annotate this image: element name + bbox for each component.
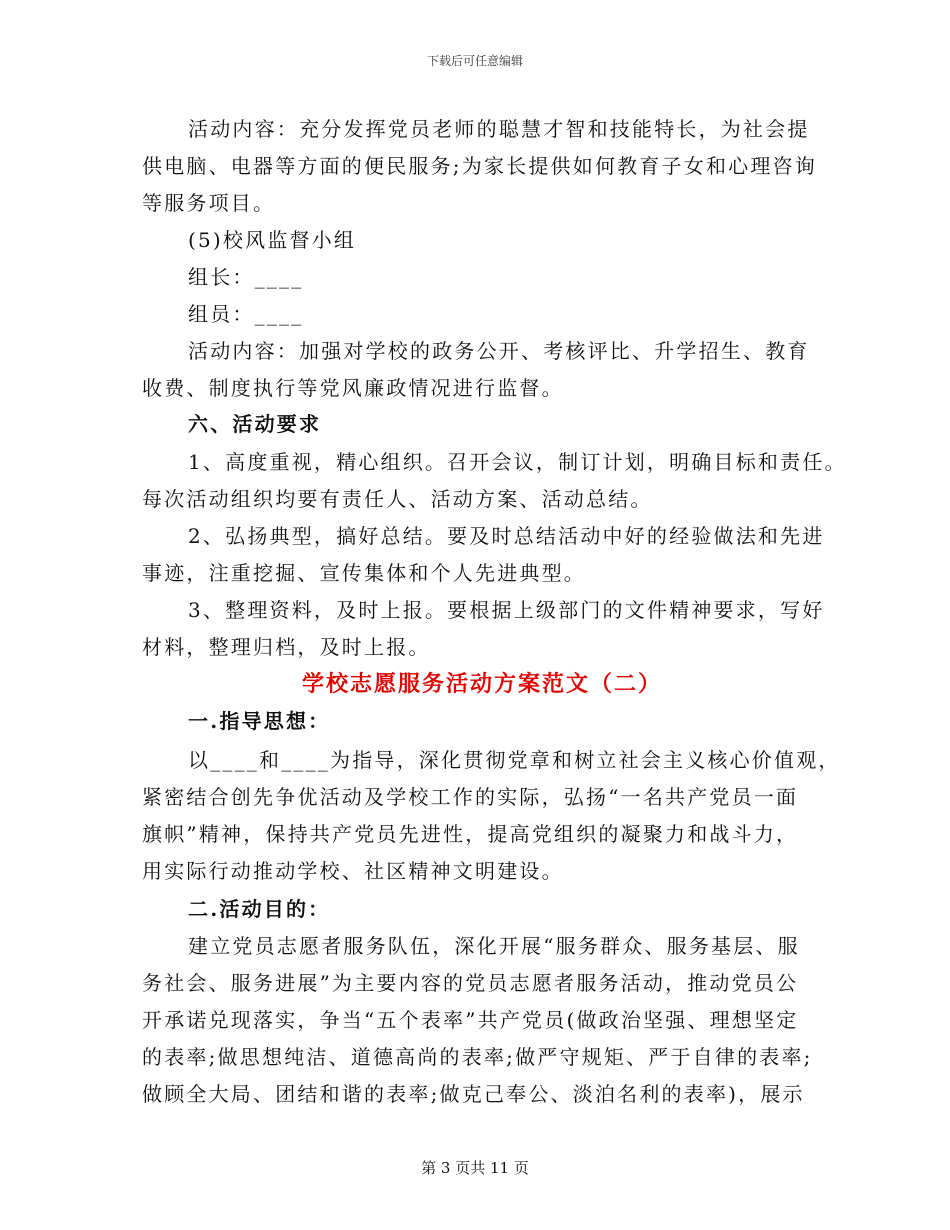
paragraph-line: 的表率;做思想纯洁、道德高尚的表率;做严守规矩、严于自律的表率;: [142, 1045, 813, 1069]
paragraph-line: 建立党员志愿者服务队伍，深化开展“服务群众、服务基层、服: [188, 934, 800, 958]
paragraph-line: 1、高度重视，精心组织。召开会议，制订计划，明确目标和责任。: [188, 450, 847, 474]
paragraph-line: 收费、制度执行等党风廉政情况进行监督。: [142, 376, 564, 400]
paragraph-line: 组长：____: [188, 265, 304, 289]
page-footer: 第 3 页共 11 页: [421, 1159, 529, 1177]
paragraph-line: 做顾全大局、团结和谐的表率;做克己奉公、淡泊名利的表率)，展示: [142, 1082, 805, 1106]
paragraph-line: 3、整理资料，及时上报。要根据上级部门的文件精神要求，写好: [188, 598, 825, 622]
paragraph-line: 组员：____: [188, 302, 304, 326]
paragraph-line: 用实际行动推动学校、社区精神文明建设。: [142, 859, 564, 883]
paragraph-line: 以____和____为指导，深化贯彻党章和树立社会主义核心价值观，: [188, 748, 841, 772]
paragraph-line: 事迹，注重挖掘、宣传集体和个人先进典型。: [142, 561, 586, 585]
paragraph-line: 每次活动组织均要有责任人、活动方案、活动总结。: [142, 487, 653, 511]
document-title: 学校志愿服务活动方案范文（二）: [301, 671, 662, 697]
paragraph-line: 等服务项目。: [142, 191, 276, 215]
paragraph-line: 材料，整理归档，及时上报。: [142, 635, 431, 659]
section-heading: 一.指导思想：: [188, 709, 331, 733]
paragraph-line: 供电脑、电器等方面的便民服务;为家长提供如何教育子女和心理咨询: [142, 154, 817, 178]
paragraph-line: 2、弘扬典型，搞好总结。要及时总结活动中好的经验做法和先进: [188, 524, 825, 548]
section-heading: 六、活动要求: [188, 412, 322, 436]
paragraph-line: 活动内容：加强对学校的政务公开、考核评比、升学招生、教育: [188, 339, 810, 363]
page-header: 下载后可任意编辑: [426, 54, 523, 68]
paragraph-line: 活动内容：充分发挥党员老师的聪慧才智和技能特长，为社会提: [188, 117, 810, 141]
section-heading: 二.活动目的：: [188, 897, 331, 921]
paragraph-line: 开承诺兑现落实，争当“五个表率”共产党员(做政治坚强、理想坚定: [142, 1008, 799, 1032]
paragraph-line: 紧密结合创先争优活动及学校工作的实际，弘扬“一名共产党员一面: [142, 785, 799, 809]
paragraph-line: 旗帜”精神，保持共产党员先进性，提高党组织的凝聚力和战斗力，: [142, 822, 799, 846]
paragraph-line: 务社会、服务进展”为主要内容的党员志愿者服务活动，推动党员公: [142, 971, 799, 995]
list-item-heading: (5)校风监督小组: [188, 228, 357, 252]
